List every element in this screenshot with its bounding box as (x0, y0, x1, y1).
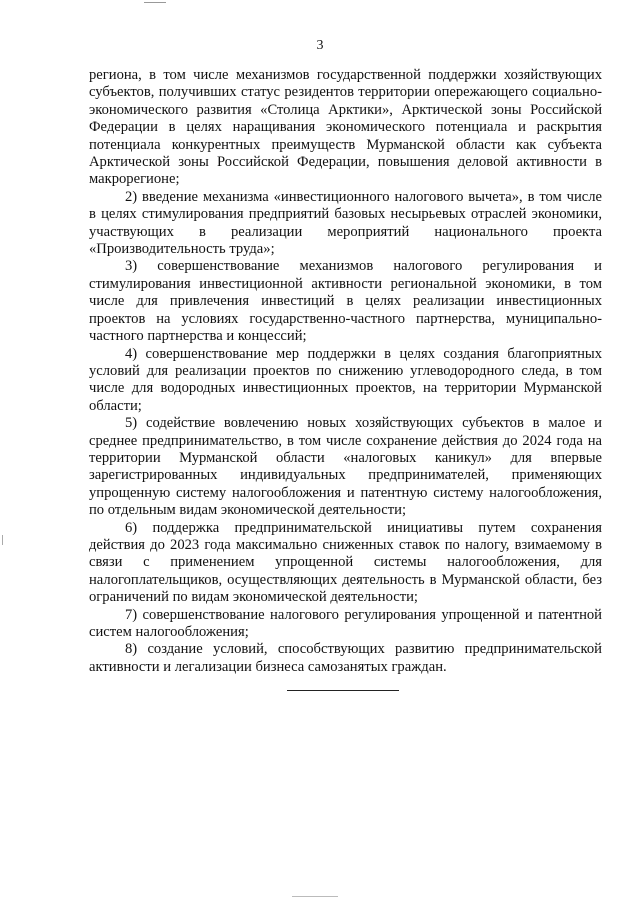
paragraph-item-6: 6) поддержка предпринимательской инициативы путем сохранения действия до 2023 года максимально сниженных ставок по налогу, взимаемому в связи с применением упрощенной системы налогообложения, для налогоплательщиков, осуществляющих деятельность в Мурманской области, без ограничений по видам экономической деятельности; (89, 519, 602, 606)
paragraph-item-2: 2) введение механизма «инвестиционного налогового вычета», в том числе в целях стимулирования предприятий базовых несырьевых отраслей экономики, участвующих в реализации мероприятий национального проекта «Производительность труда»; (89, 188, 602, 258)
paragraph-item-4: 4) совершенствование мер поддержки в целях создания благоприятных условий для реализации проектов по снижению углеводородного следа, в том числе для водородных инвестиционных проектов, на территории Мурманской области; (89, 345, 602, 414)
paragraph-item-3: 3) совершенствование механизмов налогового регулирования и стимулирования инвестиционной активности региональной экономики, в том числе для привлечения инвестиций в целях реализации инвестиционных проектов на условиях государственно-частного партнерства, муниципально-частного партнерства и концессий; (89, 258, 602, 345)
scan-artifact-line-bottom (292, 896, 338, 897)
paragraph-item-8: 8) создание условий, способствующих развитию предпринимательской активности и легализации бизнеса самозанятых граждан. (89, 641, 602, 675)
paragraph-continuation: региона, в том числе механизмов государственной поддержки хозяйствующих субъектов, получивших статус резидентов территории опережающего социально-экономического развития «Столица Арктики», Арктической зоны Российской Федерации в целях наращивания экономического потенциала и раскрытия потенциала конкурентных преимуществ Мурманской области как субъекта Арктической зоны Российской Федерации, повышения деловой активности в макрорегионе; (89, 67, 602, 188)
paragraph-item-7: 7) совершенствование налогового регулирования упрощенной и патентной систем налогообложения; (89, 606, 602, 640)
scan-artifact-mark (2, 535, 3, 545)
page-number: 3 (316, 38, 324, 53)
end-divider-line (287, 690, 399, 691)
scan-artifact-line (144, 2, 166, 3)
paragraph-item-5: 5) содействие вовлечению новых хозяйствующих субъектов в малое и среднее предпринимательство, в том числе сохранение действия до 2024 года на территории Мурманской области «налоговых каникул» для впервые зарегистрированных индивидуальных предпринимателей, применяющих упрощенную систему налогообложения и патентную систему налогообложения, по отдельным видам экономической деятельности; (89, 415, 602, 519)
document-body (89, 67, 602, 676)
